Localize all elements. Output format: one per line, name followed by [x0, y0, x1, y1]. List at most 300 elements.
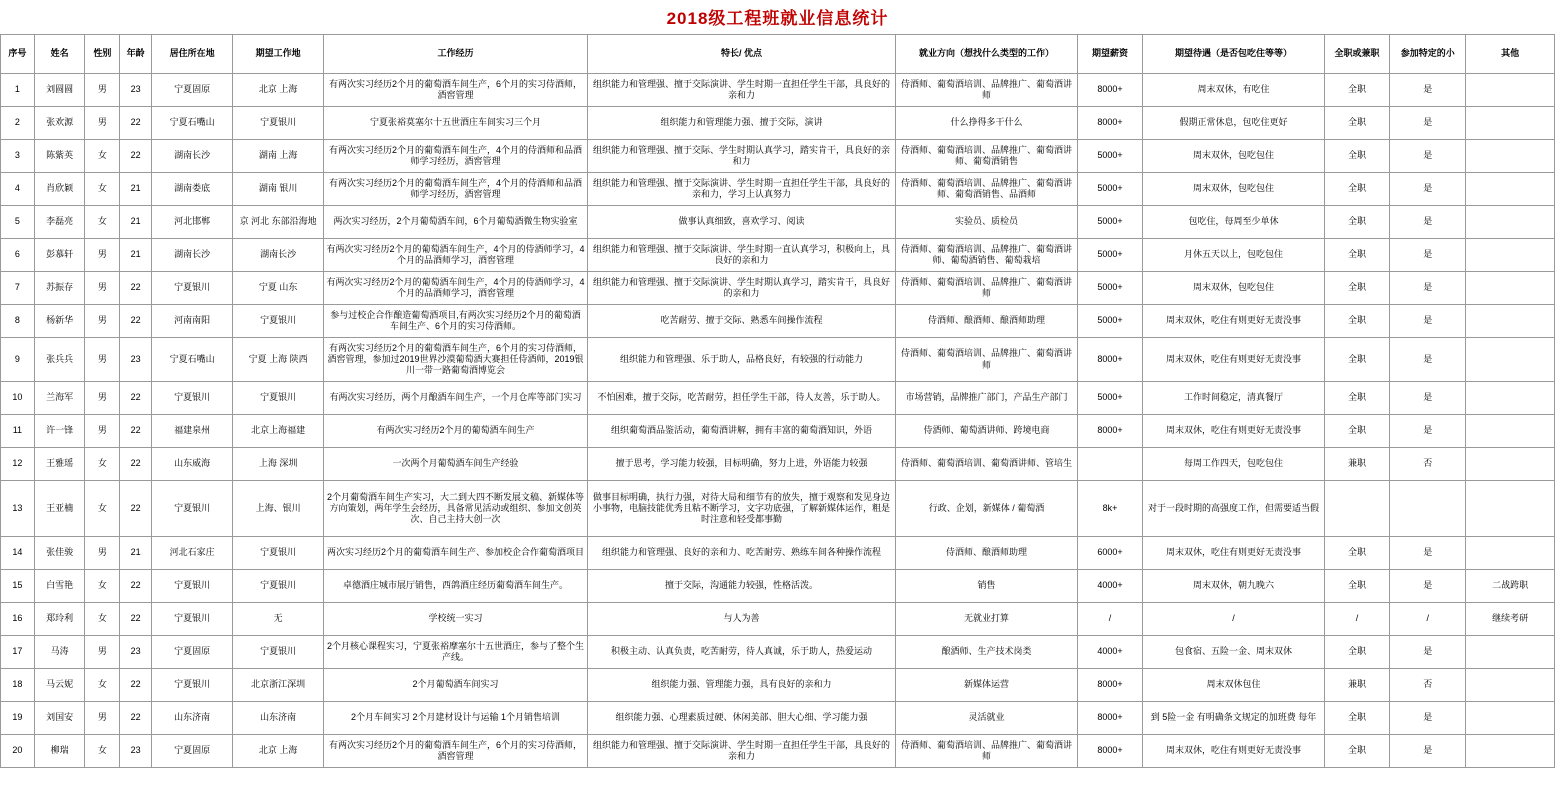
cell-r9-c9: 5000+	[1077, 382, 1142, 415]
cell-r1-c12: 是	[1390, 107, 1466, 140]
cell-r18-c1: 刘国安	[34, 702, 85, 735]
cell-r11-c8: 侍酒师、葡萄酒培训、葡萄酒讲师、管培生	[896, 448, 1078, 481]
cell-r12-c0: 13	[1, 481, 35, 537]
cell-r19-c11: 全职	[1324, 735, 1389, 768]
cell-r10-c11: 全职	[1324, 415, 1389, 448]
cell-r17-c0: 18	[1, 669, 35, 702]
cell-r7-c1: 杨新华	[34, 305, 85, 338]
cell-r19-c12: 是	[1390, 735, 1466, 768]
cell-r9-c5: 宁夏银川	[233, 382, 324, 415]
cell-r1-c9: 8000+	[1077, 107, 1142, 140]
cell-r4-c6: 两次实习经历，2个月葡萄酒车间，6个月葡萄酒微生物实验室	[324, 206, 588, 239]
cell-r9-c10: 工作时间稳定，清真餐厅	[1143, 382, 1325, 415]
cell-r0-c9: 8000+	[1077, 74, 1142, 107]
cell-r14-c8: 销售	[896, 570, 1078, 603]
cell-r18-c4: 山东济南	[151, 702, 232, 735]
cell-r7-c0: 8	[1, 305, 35, 338]
cell-r15-c2: 女	[85, 603, 120, 636]
cell-r3-c5: 湖南 银川	[233, 173, 324, 206]
cell-r16-c4: 宁夏固原	[151, 636, 232, 669]
cell-r4-c10: 包吃住，每周至少单休	[1143, 206, 1325, 239]
cell-r3-c8: 侍酒师、葡萄酒培训、品牌推广、葡萄酒讲师、葡萄酒销售、品酒师	[896, 173, 1078, 206]
cell-r19-c8: 侍酒师、葡萄酒培训、品牌推广、葡萄酒讲师	[896, 735, 1078, 768]
cell-r4-c13	[1466, 206, 1555, 239]
cell-r17-c8: 新媒体运营	[896, 669, 1078, 702]
cell-r5-c10: 月休五天以上，包吃包住	[1143, 239, 1325, 272]
cell-r12-c1: 王亚楠	[34, 481, 85, 537]
cell-r10-c0: 11	[1, 415, 35, 448]
cell-r16-c9: 4000+	[1077, 636, 1142, 669]
table-row	[1, 382, 1555, 415]
cell-r4-c7: 做事认真细致，喜欢学习、阅读	[587, 206, 895, 239]
cell-r16-c2: 男	[85, 636, 120, 669]
table-row	[1, 140, 1555, 173]
cell-r5-c7: 组织能力和管理强、擅于交际演讲、学生时期一直认真学习，积极向上，具良好的亲和力	[587, 239, 895, 272]
page-title: 2018级工程班就业信息统计	[666, 9, 889, 28]
cell-r18-c3: 22	[120, 702, 152, 735]
cell-r7-c4: 河南南阳	[151, 305, 232, 338]
table-row	[1, 305, 1555, 338]
cell-r19-c3: 23	[120, 735, 152, 768]
cell-r18-c8: 灵活就业	[896, 702, 1078, 735]
cell-r7-c3: 22	[120, 305, 152, 338]
cell-r13-c3: 21	[120, 537, 152, 570]
column-header-7: 特长/ 优点	[587, 35, 895, 74]
cell-r8-c7: 组织能力和管理强、乐于助人，品格良好，有较强的行动能力	[587, 338, 895, 382]
cell-r8-c4: 宁夏石嘴山	[151, 338, 232, 382]
cell-r9-c12: 是	[1390, 382, 1466, 415]
cell-r15-c8: 无就业打算	[896, 603, 1078, 636]
table-row	[1, 74, 1555, 107]
cell-r12-c2: 女	[85, 481, 120, 537]
cell-r12-c12	[1390, 481, 1466, 537]
cell-r10-c8: 侍酒师、葡萄酒讲师、跨境电商	[896, 415, 1078, 448]
cell-r16-c13	[1466, 636, 1555, 669]
cell-r14-c13: 二战跨职	[1466, 570, 1555, 603]
cell-r5-c2: 男	[85, 239, 120, 272]
cell-r0-c10: 周末双休，有吃住	[1143, 74, 1325, 107]
cell-r10-c4: 福建泉州	[151, 415, 232, 448]
cell-r10-c12: 是	[1390, 415, 1466, 448]
cell-r1-c8: 什么挣得多干什么	[896, 107, 1078, 140]
cell-r9-c8: 市场营销，品牌推广部门，产品生产部门	[896, 382, 1078, 415]
table-row	[1, 272, 1555, 305]
cell-r10-c5: 北京上海福建	[233, 415, 324, 448]
cell-r8-c5: 宁夏 上海 陕西	[233, 338, 324, 382]
cell-r3-c1: 肖欣颖	[34, 173, 85, 206]
cell-r0-c3: 23	[120, 74, 152, 107]
table-row	[1, 206, 1555, 239]
cell-r2-c0: 3	[1, 140, 35, 173]
cell-r10-c10: 周末双休，吃住有则更好无责没事	[1143, 415, 1325, 448]
cell-r13-c6: 两次实习经历2个月的葡萄酒车间生产、参加校企合作葡萄酒项目	[324, 537, 588, 570]
cell-r8-c11: 全职	[1324, 338, 1389, 382]
table-row	[1, 570, 1555, 603]
cell-r14-c3: 22	[120, 570, 152, 603]
table-row	[1, 537, 1555, 570]
table-row	[1, 173, 1555, 206]
cell-r9-c6: 有两次实习经历，两个月酿酒车间生产，一个月仓库等部门实习	[324, 382, 588, 415]
cell-r17-c6: 2个月葡萄酒车间实习	[324, 669, 588, 702]
cell-r3-c3: 21	[120, 173, 152, 206]
cell-r1-c13	[1466, 107, 1555, 140]
cell-r13-c5: 宁夏银川	[233, 537, 324, 570]
cell-r12-c6: 2个月葡萄酒车间生产实习，大二到大四不断发展文稿、新媒体等方向策划，两年学生会经历，具备常见活动或组织、参加文创英次、自己主持大创一次	[324, 481, 588, 537]
cell-r12-c3: 22	[120, 481, 152, 537]
cell-r4-c2: 女	[85, 206, 120, 239]
cell-r2-c9: 5000+	[1077, 140, 1142, 173]
cell-r7-c9: 5000+	[1077, 305, 1142, 338]
cell-r8-c12: 是	[1390, 338, 1466, 382]
cell-r2-c4: 湖南长沙	[151, 140, 232, 173]
cell-r19-c6: 有两次实习经历2个月的葡萄酒车间生产，6个月的实习侍酒师，酒窖管理	[324, 735, 588, 768]
cell-r14-c4: 宁夏银川	[151, 570, 232, 603]
cell-r15-c5: 无	[233, 603, 324, 636]
cell-r11-c5: 上海 深圳	[233, 448, 324, 481]
cell-r4-c3: 21	[120, 206, 152, 239]
cell-r7-c5: 宁夏银川	[233, 305, 324, 338]
cell-r11-c9	[1077, 448, 1142, 481]
cell-r9-c4: 宁夏银川	[151, 382, 232, 415]
cell-r8-c6: 有两次实习经历2个月的葡萄酒车间生产，6个月的实习侍酒师，酒窖管理，参加过2019世界沙漠葡萄酒大赛担任侍酒师，2019银川一带一路葡萄酒博览会	[324, 338, 588, 382]
cell-r12-c9: 8k+	[1077, 481, 1142, 537]
cell-r0-c8: 侍酒师、葡萄酒培训、品牌推广、葡萄酒讲师	[896, 74, 1078, 107]
cell-r3-c6: 有两次实习经历2个月的葡萄酒车间生产，4个月的侍酒师和品酒师学习经历，酒窖管理	[324, 173, 588, 206]
cell-r2-c11: 全职	[1324, 140, 1389, 173]
cell-r3-c0: 4	[1, 173, 35, 206]
cell-r17-c10: 周末双休包住	[1143, 669, 1325, 702]
cell-r12-c5: 上海、银川	[233, 481, 324, 537]
cell-r0-c12: 是	[1390, 74, 1466, 107]
cell-r19-c2: 女	[85, 735, 120, 768]
cell-r16-c5: 宁夏银川	[233, 636, 324, 669]
cell-r17-c4: 宁夏银川	[151, 669, 232, 702]
cell-r17-c13	[1466, 669, 1555, 702]
cell-r0-c0: 1	[1, 74, 35, 107]
table-row	[1, 702, 1555, 735]
employment-info-table	[0, 34, 1555, 768]
cell-r11-c11: 兼职	[1324, 448, 1389, 481]
cell-r6-c13	[1466, 272, 1555, 305]
cell-r6-c6: 有两次实习经历2个月的葡萄酒车间生产，4个月的侍酒师学习，4个月的品酒师学习，酒窖管理	[324, 272, 588, 305]
cell-r5-c0: 6	[1, 239, 35, 272]
cell-r12-c7: 做事目标明确，执行力强，对待大局和细节有的放失，擅于观察和发见身边小事物，电脑技能优秀且粘不断学习，文字功底强，了解新媒体运作，粗是时注意和轻受都事勤	[587, 481, 895, 537]
cell-r11-c13	[1466, 448, 1555, 481]
cell-r1-c4: 宁夏石嘴山	[151, 107, 232, 140]
cell-r6-c3: 22	[120, 272, 152, 305]
table-row	[1, 735, 1555, 768]
column-header-5: 期望工作地	[233, 35, 324, 74]
cell-r15-c4: 宁夏银川	[151, 603, 232, 636]
cell-r3-c2: 女	[85, 173, 120, 206]
cell-r8-c13	[1466, 338, 1555, 382]
cell-r11-c7: 擅于思考，学习能力较强，目标明确，努力上进，外语能力较强	[587, 448, 895, 481]
cell-r11-c1: 王雅瑶	[34, 448, 85, 481]
cell-r7-c8: 侍酒师、酿酒师、酿酒师助理	[896, 305, 1078, 338]
cell-r0-c13	[1466, 74, 1555, 107]
cell-r9-c11: 全职	[1324, 382, 1389, 415]
cell-r19-c1: 柳瑞	[34, 735, 85, 768]
cell-r10-c7: 组织葡萄酒品鉴活动，葡萄酒讲解，拥有丰富的葡萄酒知识，外语	[587, 415, 895, 448]
cell-r16-c10: 包食宿、五险一金、周末双休	[1143, 636, 1325, 669]
cell-r9-c7: 不怕困难，擅于交际，吃苦耐劳，担任学生干部，待人友善，乐于助人。	[587, 382, 895, 415]
cell-r2-c12: 是	[1390, 140, 1466, 173]
cell-r1-c5: 宁夏银川	[233, 107, 324, 140]
cell-r19-c4: 宁夏固原	[151, 735, 232, 768]
cell-r15-c13: 继续考研	[1466, 603, 1555, 636]
cell-r7-c12: 是	[1390, 305, 1466, 338]
column-header-11: 全职或兼职	[1324, 35, 1389, 74]
cell-r6-c11: 全职	[1324, 272, 1389, 305]
cell-r9-c0: 10	[1, 382, 35, 415]
cell-r17-c3: 22	[120, 669, 152, 702]
cell-r1-c6: 宁夏张裕莫塞尔十五世酒庄车间实习三个月	[324, 107, 588, 140]
cell-r3-c4: 湖南娄底	[151, 173, 232, 206]
table-row	[1, 603, 1555, 636]
cell-r19-c0: 20	[1, 735, 35, 768]
cell-r13-c12: 是	[1390, 537, 1466, 570]
column-header-2: 性别	[85, 35, 120, 74]
cell-r4-c11: 全职	[1324, 206, 1389, 239]
column-header-4: 居住所在地	[151, 35, 232, 74]
cell-r18-c5: 山东济南	[233, 702, 324, 735]
cell-r5-c9: 5000+	[1077, 239, 1142, 272]
cell-r5-c12: 是	[1390, 239, 1466, 272]
table-row	[1, 481, 1555, 537]
cell-r6-c10: 周末双休，包吃包住	[1143, 272, 1325, 305]
cell-r1-c7: 组织能力和管理能力强、擅于交际，演讲	[587, 107, 895, 140]
column-header-10: 期望待遇（是否包吃住等等）	[1143, 35, 1325, 74]
cell-r2-c10: 周末双休，包吃包住	[1143, 140, 1325, 173]
cell-r1-c3: 22	[120, 107, 152, 140]
cell-r5-c4: 湖南长沙	[151, 239, 232, 272]
cell-r4-c8: 实验员、质检员	[896, 206, 1078, 239]
cell-r6-c4: 宁夏银川	[151, 272, 232, 305]
cell-r6-c2: 男	[85, 272, 120, 305]
cell-r17-c9: 8000+	[1077, 669, 1142, 702]
cell-r10-c13	[1466, 415, 1555, 448]
cell-r13-c4: 河北石家庄	[151, 537, 232, 570]
cell-r0-c1: 刘圆圆	[34, 74, 85, 107]
cell-r18-c11: 全职	[1324, 702, 1389, 735]
column-header-6: 工作经历	[324, 35, 588, 74]
cell-r2-c6: 有两次实习经历2个月的葡萄酒车间生产，4个月的侍酒师和品酒师学习经历，酒窖管理	[324, 140, 588, 173]
cell-r7-c6: 参与过校企合作酿造葡萄酒项目,有两次实习经历2个月的葡萄酒车间生产、6个月的实习侍酒师。	[324, 305, 588, 338]
cell-r4-c4: 河北邯郸	[151, 206, 232, 239]
cell-r6-c9: 5000+	[1077, 272, 1142, 305]
cell-r6-c8: 侍酒师、葡萄酒培训、品牌推广、葡萄酒讲师	[896, 272, 1078, 305]
cell-r6-c1: 苏振存	[34, 272, 85, 305]
cell-r14-c2: 女	[85, 570, 120, 603]
cell-r17-c7: 组织能力强、管理能力强，具有良好的亲和力	[587, 669, 895, 702]
cell-r16-c6: 2个月核心课程实习，宁夏张裕摩塞尔十五世酒庄，参与了整个生产线。	[324, 636, 588, 669]
cell-r12-c11	[1324, 481, 1389, 537]
table-row	[1, 338, 1555, 382]
cell-r6-c7: 组织能力和管理强、擅于交际演讲、学生时期认真学习，踏实肯干，具良好的亲和力	[587, 272, 895, 305]
cell-r10-c1: 许一锋	[34, 415, 85, 448]
cell-r9-c13	[1466, 382, 1555, 415]
cell-r0-c7: 组织能力和管理强、擅于交际演讲、学生时期一直担任学生干部，具良好的亲和力	[587, 74, 895, 107]
cell-r12-c8: 行政、企划，新媒体 / 葡萄酒	[896, 481, 1078, 537]
cell-r5-c1: 彭慕轩	[34, 239, 85, 272]
cell-r15-c6: 学校统一实习	[324, 603, 588, 636]
cell-r8-c1: 张兵兵	[34, 338, 85, 382]
cell-r18-c7: 组织能力强、心理素质过硬、休闲美部、胆大心细、学习能力强	[587, 702, 895, 735]
cell-r1-c2: 男	[85, 107, 120, 140]
cell-r2-c3: 22	[120, 140, 152, 173]
table-row	[1, 669, 1555, 702]
cell-r8-c3: 23	[120, 338, 152, 382]
cell-r2-c5: 湖南 上海	[233, 140, 324, 173]
cell-r8-c9: 8000+	[1077, 338, 1142, 382]
cell-r18-c6: 2个月车间实习 2个月建材设计与运输 1个月销售培训	[324, 702, 588, 735]
cell-r19-c10: 周末双休，吃住有则更好无责没事	[1143, 735, 1325, 768]
cell-r12-c13	[1466, 481, 1555, 537]
cell-r10-c2: 男	[85, 415, 120, 448]
table-header-row	[1, 35, 1555, 74]
table-body	[1, 74, 1555, 768]
cell-r15-c9: /	[1077, 603, 1142, 636]
cell-r18-c13	[1466, 702, 1555, 735]
cell-r14-c5: 宁夏银川	[233, 570, 324, 603]
cell-r5-c3: 21	[120, 239, 152, 272]
cell-r5-c8: 侍酒师、葡萄酒培训、品牌推广、葡萄酒讲师、葡萄酒销售、葡萄栽培	[896, 239, 1078, 272]
cell-r3-c12: 是	[1390, 173, 1466, 206]
cell-r0-c4: 宁夏固原	[151, 74, 232, 107]
table-row	[1, 448, 1555, 481]
cell-r3-c11: 全职	[1324, 173, 1389, 206]
table-row	[1, 415, 1555, 448]
cell-r14-c7: 擅于交际，沟通能力较强，性格活泼。	[587, 570, 895, 603]
cell-r16-c12: 是	[1390, 636, 1466, 669]
cell-r11-c4: 山东威海	[151, 448, 232, 481]
cell-r9-c2: 男	[85, 382, 120, 415]
column-header-1: 姓名	[34, 35, 85, 74]
cell-r7-c7: 吃苦耐劳、擅于交际、熟悉车间操作流程	[587, 305, 895, 338]
cell-r4-c5: 京 河北 东部沿海地	[233, 206, 324, 239]
cell-r5-c13	[1466, 239, 1555, 272]
cell-r17-c1: 马云妮	[34, 669, 85, 702]
cell-r12-c4: 宁夏银川	[151, 481, 232, 537]
cell-r11-c3: 22	[120, 448, 152, 481]
cell-r8-c2: 男	[85, 338, 120, 382]
cell-r4-c1: 李磊亮	[34, 206, 85, 239]
cell-r5-c6: 有两次实习经历2个月的葡萄酒车间生产，4个月的侍酒师学习，4个月的品酒师学习，酒窖管理	[324, 239, 588, 272]
cell-r14-c1: 白雪艳	[34, 570, 85, 603]
cell-r3-c13	[1466, 173, 1555, 206]
cell-r14-c10: 周末双休，朝九晚六	[1143, 570, 1325, 603]
table-row	[1, 636, 1555, 669]
cell-r13-c7: 组织能力和管理强、良好的亲和力、吃苦耐劳、熟练车间各种操作流程	[587, 537, 895, 570]
cell-r16-c0: 17	[1, 636, 35, 669]
cell-r5-c5: 湖南长沙	[233, 239, 324, 272]
cell-r14-c6: 卓德酒庄城市展厅销售，西鸽酒庄经历葡萄酒车间生产。	[324, 570, 588, 603]
cell-r13-c8: 侍酒师、酿酒师助理	[896, 537, 1078, 570]
cell-r4-c0: 5	[1, 206, 35, 239]
cell-r7-c11: 全职	[1324, 305, 1389, 338]
cell-r6-c5: 宁夏 山东	[233, 272, 324, 305]
cell-r11-c12: 否	[1390, 448, 1466, 481]
cell-r0-c11: 全职	[1324, 74, 1389, 107]
cell-r1-c10: 假期正常休息，包吃住更好	[1143, 107, 1325, 140]
cell-r2-c1: 陈紫英	[34, 140, 85, 173]
cell-r7-c2: 男	[85, 305, 120, 338]
cell-r15-c12: /	[1390, 603, 1466, 636]
cell-r1-c0: 2	[1, 107, 35, 140]
cell-r16-c8: 酿酒师、生产技术岗类	[896, 636, 1078, 669]
cell-r13-c11: 全职	[1324, 537, 1389, 570]
cell-r16-c3: 23	[120, 636, 152, 669]
cell-r3-c7: 组织能力和管理强、擅于交际演讲、学生时期一直担任学生干部，具良好的亲和力，学习上认真努力	[587, 173, 895, 206]
table-row	[1, 107, 1555, 140]
cell-r2-c7: 组织能力和管理强、擅于交际、学生时期认真学习，踏实肯干，具良好的亲和力	[587, 140, 895, 173]
cell-r18-c10: 到 5险一金 有明确条文规定的加班费 每年	[1143, 702, 1325, 735]
cell-r18-c12: 是	[1390, 702, 1466, 735]
cell-r4-c9: 5000+	[1077, 206, 1142, 239]
cell-r17-c11: 兼职	[1324, 669, 1389, 702]
cell-r10-c9: 8000+	[1077, 415, 1142, 448]
cell-r18-c9: 8000+	[1077, 702, 1142, 735]
cell-r0-c6: 有两次实习经历2个月的葡萄酒车间生产，6个月的实习侍酒师，酒窖管理	[324, 74, 588, 107]
cell-r17-c5: 北京浙江深圳	[233, 669, 324, 702]
cell-r5-c11: 全职	[1324, 239, 1389, 272]
column-header-3: 年龄	[120, 35, 152, 74]
cell-r8-c0: 9	[1, 338, 35, 382]
cell-r3-c10: 周末双休，包吃包住	[1143, 173, 1325, 206]
cell-r8-c10: 周末双休，吃住有则更好无责没事	[1143, 338, 1325, 382]
cell-r10-c6: 有两次实习经历2个月的葡萄酒车间生产	[324, 415, 588, 448]
cell-r7-c13	[1466, 305, 1555, 338]
cell-r17-c12: 否	[1390, 669, 1466, 702]
column-header-0: 序号	[1, 35, 35, 74]
cell-r4-c12: 是	[1390, 206, 1466, 239]
cell-r7-c10: 周末双休，吃住有则更好无责没事	[1143, 305, 1325, 338]
cell-r14-c0: 15	[1, 570, 35, 603]
cell-r19-c9: 8000+	[1077, 735, 1142, 768]
cell-r12-c10: 对于一段时期的高强度工作，但需要适当假	[1143, 481, 1325, 537]
column-header-9: 期望薪资	[1077, 35, 1142, 74]
cell-r9-c1: 兰海军	[34, 382, 85, 415]
cell-r6-c12: 是	[1390, 272, 1466, 305]
cell-r6-c0: 7	[1, 272, 35, 305]
cell-r13-c1: 张佳骏	[34, 537, 85, 570]
cell-r16-c7: 积极主动、认真负责，吃苦耐劳，待人真诚，乐于助人，热爱运动	[587, 636, 895, 669]
cell-r19-c13	[1466, 735, 1555, 768]
cell-r1-c11: 全职	[1324, 107, 1389, 140]
cell-r11-c10: 每周工作四天，包吃包住	[1143, 448, 1325, 481]
column-header-13: 其他	[1466, 35, 1555, 74]
cell-r18-c0: 19	[1, 702, 35, 735]
cell-r3-c9: 5000+	[1077, 173, 1142, 206]
column-header-8: 就业方向（想找什么类型的工作）	[896, 35, 1078, 74]
cell-r13-c10: 周末双休，吃住有则更好无责没事	[1143, 537, 1325, 570]
cell-r15-c7: 与人为善	[587, 603, 895, 636]
cell-r14-c11: 全职	[1324, 570, 1389, 603]
cell-r11-c2: 女	[85, 448, 120, 481]
cell-r2-c8: 侍酒师、葡萄酒培训、品牌推广、葡萄酒讲师、葡萄酒销售	[896, 140, 1078, 173]
cell-r15-c11: /	[1324, 603, 1389, 636]
cell-r10-c3: 22	[120, 415, 152, 448]
cell-r2-c13	[1466, 140, 1555, 173]
cell-r9-c3: 22	[120, 382, 152, 415]
cell-r15-c10: /	[1143, 603, 1325, 636]
cell-r16-c1: 马涛	[34, 636, 85, 669]
cell-r17-c2: 女	[85, 669, 120, 702]
cell-r16-c11: 全职	[1324, 636, 1389, 669]
cell-r13-c0: 14	[1, 537, 35, 570]
cell-r11-c6: 一次两个月葡萄酒车间生产经验	[324, 448, 588, 481]
cell-r15-c1: 郑玲利	[34, 603, 85, 636]
